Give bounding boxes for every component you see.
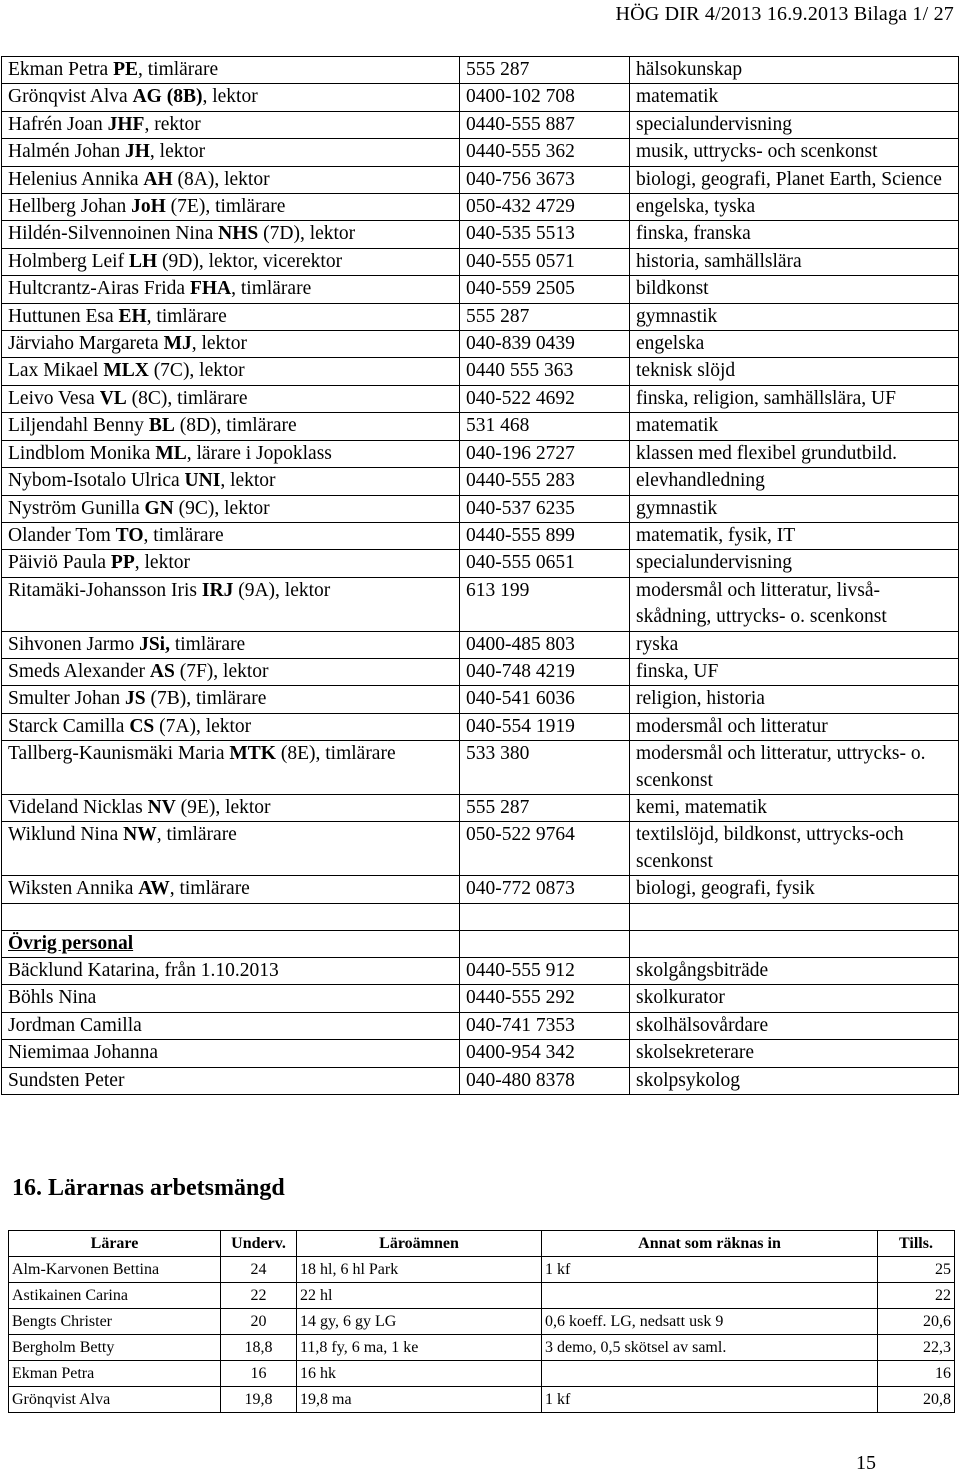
workload-teaching: 19,8 xyxy=(221,1387,297,1413)
staff-phone: 040-535 5513 xyxy=(460,221,630,248)
workload-subjects: 11,8 fy, 6 ma, 1 ke xyxy=(297,1335,542,1361)
staff-name-cell xyxy=(2,139,460,166)
header-teacher: Lärare xyxy=(9,1231,221,1257)
staff-row xyxy=(2,495,959,522)
staff-title: (7E), timlärare xyxy=(165,196,286,218)
workload-teaching: 16 xyxy=(221,1361,297,1387)
staff-phone: 0440 555 363 xyxy=(460,358,630,385)
staff-code: PE xyxy=(113,59,138,80)
empty-cell xyxy=(460,903,630,930)
staff-subject: religion, historia xyxy=(630,686,959,713)
workload-total: 20,6 xyxy=(878,1309,955,1335)
section-title: 16. Lärarnas arbetsmängd xyxy=(12,1175,285,1201)
staff-subject: finska, religion, samhällslära, UF xyxy=(630,385,959,412)
staff-phone: 0440-555 887 xyxy=(460,111,630,138)
staff-subject: musik, uttrycks- och scenkonst xyxy=(630,139,959,166)
empty-cell xyxy=(460,930,630,957)
staff-directory-table xyxy=(1,56,959,1095)
staff-title: (8C), timlärare xyxy=(126,387,248,409)
other-staff-phone: 040-741 7353 xyxy=(460,1012,630,1039)
staff-name-cell xyxy=(2,57,460,84)
staff-phone: 555 287 xyxy=(460,303,630,330)
staff-phone: 040-555 0571 xyxy=(460,248,630,275)
workload-subjects: 22 hl xyxy=(297,1283,542,1309)
staff-title: , lektor xyxy=(134,552,190,574)
staff-title: (7C), lektor xyxy=(148,360,245,382)
workload-teacher: Bengts Christer xyxy=(9,1309,221,1335)
other-staff-role: skolhälsovårdare xyxy=(630,1012,959,1039)
header-total: Tills. xyxy=(878,1231,955,1257)
staff-name-cell xyxy=(2,248,460,275)
staff-title: (8D), timlärare xyxy=(174,415,297,437)
staff-name: Holmberg Leif xyxy=(8,250,129,272)
staff-code: NHS xyxy=(218,223,259,245)
other-staff-phone: 0400-954 342 xyxy=(460,1040,630,1067)
staff-code: AW xyxy=(138,878,170,900)
other-staff-name: Niemimaa Johanna xyxy=(2,1040,460,1067)
staff-row xyxy=(2,522,959,549)
workload-other: 0,6 koeff. LG, nedsatt usk 9 xyxy=(542,1309,878,1335)
staff-name-cell xyxy=(2,166,460,193)
staff-name-cell xyxy=(2,111,460,138)
other-staff-role: skolgångsbiträde xyxy=(630,958,959,985)
staff-subject: matematik xyxy=(630,413,959,440)
staff-name-cell xyxy=(2,440,460,467)
staff-name: Nyström Gunilla xyxy=(8,497,145,519)
staff-code: UNI xyxy=(184,470,221,492)
workload-subjects: 16 hk xyxy=(297,1361,542,1387)
workload-subjects: 14 gy, 6 gy LG xyxy=(297,1309,542,1335)
staff-phone: 040-555 0651 xyxy=(460,550,630,577)
workload-teacher: Grönqvist Alva xyxy=(9,1387,221,1413)
staff-title: , timlärare xyxy=(137,59,219,80)
workload-total: 16 xyxy=(878,1361,955,1387)
staff-row xyxy=(2,577,959,631)
staff-title: , lärare i Jopoklass xyxy=(186,442,332,464)
staff-name: Päiviö Paula xyxy=(8,552,111,574)
staff-title: (9C), lektor xyxy=(173,497,270,519)
workload-table xyxy=(8,1230,955,1413)
staff-row xyxy=(2,276,959,303)
staff-subject: historia, samhällslära xyxy=(630,248,959,275)
empty-cell xyxy=(630,930,959,957)
staff-code: EH xyxy=(118,305,147,327)
staff-phone: 0440-555 362 xyxy=(460,139,630,166)
workload-teacher: Alm-Karvonen Bettina xyxy=(9,1257,221,1283)
staff-phone: 040-756 3673 xyxy=(460,166,630,193)
staff-name-cell xyxy=(2,358,460,385)
staff-name-cell xyxy=(2,741,460,795)
staff-name: Tallberg-Kaunismäki Maria xyxy=(8,743,230,765)
other-staff-phone: 0440-555 912 xyxy=(460,958,630,985)
staff-name: Huttunen Esa xyxy=(8,305,119,327)
staff-row xyxy=(2,550,959,577)
header-other: Annat som räknas in xyxy=(542,1231,878,1257)
staff-phone: 040-839 0439 xyxy=(460,331,630,358)
staff-row xyxy=(2,84,959,111)
staff-phone: 613 199 xyxy=(460,577,630,631)
workload-row xyxy=(9,1361,955,1387)
staff-phone: 040-559 2505 xyxy=(460,276,630,303)
workload-total: 22,3 xyxy=(878,1335,955,1361)
staff-name-cell xyxy=(2,331,460,358)
staff-subject: kemi, matematik xyxy=(630,794,959,821)
staff-name: Ritamäki-Johansson Iris xyxy=(8,579,202,601)
other-staff-name: Böhls Nina xyxy=(2,985,460,1012)
staff-row xyxy=(2,741,959,795)
staff-code: BL xyxy=(148,415,175,437)
workload-teaching: 20 xyxy=(221,1309,297,1335)
staff-subject: modersmål och litteratur xyxy=(630,713,959,740)
staff-name: Liljendahl Benny xyxy=(8,415,149,437)
staff-subject: finska, franska xyxy=(630,221,959,248)
staff-phone: 040-772 0873 xyxy=(460,876,630,903)
staff-title: (7F), lektor xyxy=(174,660,269,682)
staff-title: , lektor xyxy=(149,141,206,163)
staff-code: AS xyxy=(149,660,175,682)
other-staff-role: skolkurator xyxy=(630,985,959,1012)
staff-phone: 040-196 2727 xyxy=(460,440,630,467)
staff-code: VL xyxy=(99,387,127,409)
staff-name: Videland Nicklas xyxy=(8,796,148,818)
staff-name: Smeds Alexander xyxy=(8,660,150,682)
workload-row xyxy=(9,1257,955,1283)
staff-subject: matematik, fysik, IT xyxy=(630,522,959,549)
staff-name-cell xyxy=(2,385,460,412)
staff-subject: biologi, geografi, Planet Earth, Science xyxy=(630,166,959,193)
staff-name: Wiksten Annika xyxy=(8,878,139,900)
staff-code: FHA xyxy=(189,278,232,300)
workload-row xyxy=(9,1335,955,1361)
staff-subject: ryska xyxy=(630,631,959,658)
staff-name-cell xyxy=(2,686,460,713)
staff-name: Grönqvist Alva xyxy=(8,86,133,108)
staff-phone: 040-554 1919 xyxy=(460,713,630,740)
staff-code: JoH xyxy=(131,196,166,218)
staff-row xyxy=(2,686,959,713)
workload-row xyxy=(9,1387,955,1413)
workload-teaching: 18,8 xyxy=(221,1335,297,1361)
other-staff-row xyxy=(2,1040,959,1067)
workload-other xyxy=(542,1283,878,1309)
staff-phone: 533 380 xyxy=(460,741,630,795)
staff-row xyxy=(2,631,959,658)
staff-code: AG (8B) xyxy=(132,86,203,108)
staff-row xyxy=(2,331,959,358)
staff-phone: 0400-485 803 xyxy=(460,631,630,658)
staff-name-cell xyxy=(2,413,460,440)
staff-title: , timlärare xyxy=(146,305,227,327)
staff-name: Sihvonen Jarmo xyxy=(8,633,140,655)
workload-teacher: Astikainen Carina xyxy=(9,1283,221,1309)
staff-name-cell xyxy=(2,468,460,495)
staff-name: Olander Tom xyxy=(8,524,116,546)
staff-code: PP xyxy=(110,552,135,574)
staff-table-body xyxy=(2,57,959,1095)
staff-row xyxy=(2,194,959,221)
staff-phone: 531 468 xyxy=(460,413,630,440)
workload-header-row xyxy=(9,1231,955,1257)
staff-phone: 0440-555 899 xyxy=(460,522,630,549)
staff-subject: engelska xyxy=(630,331,959,358)
staff-name: Smulter Johan xyxy=(8,688,125,710)
staff-subject: elevhandledning xyxy=(630,468,959,495)
staff-code: IRJ xyxy=(201,579,234,601)
staff-phone: 040-541 6036 xyxy=(460,686,630,713)
staff-title: (9E), lektor xyxy=(175,796,271,818)
staff-row xyxy=(2,166,959,193)
staff-row xyxy=(2,822,959,876)
other-staff-role: skolpsykolog xyxy=(630,1067,959,1094)
staff-subject: gymnastik xyxy=(630,303,959,330)
staff-row xyxy=(2,221,959,248)
workload-teacher: Bergholm Betty xyxy=(9,1335,221,1361)
staff-row xyxy=(2,876,959,903)
staff-name-cell xyxy=(2,876,460,903)
workload-other: 3 demo, 0,5 skötsel av saml. xyxy=(542,1335,878,1361)
staff-subject: textilslöjd, bildkonst, uttrycks-och scenkonst xyxy=(630,822,959,876)
staff-name-cell xyxy=(2,822,460,876)
staff-name: Wiklund Nina xyxy=(8,824,124,846)
staff-title: , lektor xyxy=(220,470,276,492)
staff-name-cell xyxy=(2,495,460,522)
staff-name: Hafrén Joan xyxy=(8,113,108,135)
staff-title: timlärare xyxy=(169,633,246,655)
staff-title: , lektor xyxy=(202,86,258,108)
staff-title: (7A), lektor xyxy=(154,715,252,737)
other-staff-name: Bäcklund Katarina, från 1.10.2013 xyxy=(2,958,460,985)
staff-phone: 040-522 4692 xyxy=(460,385,630,412)
staff-name-cell xyxy=(2,631,460,658)
staff-title: (8E), timlärare xyxy=(275,743,396,765)
staff-phone: 050-432 4729 xyxy=(460,194,630,221)
staff-code: MLX xyxy=(103,360,149,382)
staff-subject: finska, UF xyxy=(630,658,959,685)
other-staff-heading-row xyxy=(2,930,959,957)
staff-row xyxy=(2,139,959,166)
staff-code: CS xyxy=(129,715,155,737)
staff-row xyxy=(2,385,959,412)
other-staff-row xyxy=(2,1012,959,1039)
workload-row xyxy=(9,1309,955,1335)
staff-row xyxy=(2,413,959,440)
staff-code: GN xyxy=(144,497,174,519)
staff-name-cell xyxy=(2,577,460,631)
staff-name: Nybom-Isotalo Ulrica xyxy=(8,470,185,492)
staff-name: Starck Camilla xyxy=(8,715,130,737)
staff-name-cell xyxy=(2,303,460,330)
staff-row xyxy=(2,248,959,275)
staff-row xyxy=(2,303,959,330)
staff-subject: gymnastik xyxy=(630,495,959,522)
staff-name-cell xyxy=(2,794,460,821)
empty-cell xyxy=(630,903,959,930)
staff-phone: 555 287 xyxy=(460,57,630,84)
staff-subject: specialundervisning xyxy=(630,550,959,577)
staff-title: , rektor xyxy=(144,113,201,135)
other-staff-row xyxy=(2,985,959,1012)
staff-subject: teknisk slöjd xyxy=(630,358,959,385)
staff-row xyxy=(2,713,959,740)
document-header: HÖG DIR 4/2013 16.9.2013 Bilaga 1/ 27 xyxy=(615,3,954,25)
staff-name-cell xyxy=(2,713,460,740)
header-teaching: Underv. xyxy=(221,1231,297,1257)
staff-row xyxy=(2,468,959,495)
staff-title: , timlärare xyxy=(231,278,312,300)
workload-total: 20,8 xyxy=(878,1387,955,1413)
other-staff-name: Sundsten Peter xyxy=(2,1067,460,1094)
staff-name: Ekman Petra xyxy=(8,59,114,80)
staff-name-cell xyxy=(2,194,460,221)
header-subjects: Läroämnen xyxy=(297,1231,542,1257)
staff-code: TO xyxy=(115,524,144,546)
staff-name: Hildén-Silvennoinen Nina xyxy=(8,223,219,245)
workload-teaching: 22 xyxy=(221,1283,297,1309)
staff-row xyxy=(2,440,959,467)
staff-name-cell xyxy=(2,658,460,685)
staff-title: , timlärare xyxy=(143,524,224,546)
staff-name: Hellberg Johan xyxy=(8,196,132,218)
staff-name: Leivo Vesa xyxy=(8,387,100,409)
workload-total: 22 xyxy=(878,1283,955,1309)
staff-code: JHF xyxy=(107,113,145,135)
staff-code: JSi, xyxy=(139,633,170,655)
staff-row xyxy=(2,358,959,385)
staff-name: Hultcrantz-Airas Frida xyxy=(8,278,190,300)
staff-name: Helenius Annika xyxy=(8,168,144,190)
staff-code: ML xyxy=(155,442,187,464)
staff-subject: specialundervisning xyxy=(630,111,959,138)
staff-title: , lektor xyxy=(191,333,247,355)
staff-code: AH xyxy=(143,168,173,190)
staff-phone: 040-537 6235 xyxy=(460,495,630,522)
staff-phone: 0400-102 708 xyxy=(460,84,630,111)
staff-row xyxy=(2,658,959,685)
other-staff-name: Jordman Camilla xyxy=(2,1012,460,1039)
staff-name: Lindblom Monika xyxy=(8,442,156,464)
workload-subjects: 19,8 ma xyxy=(297,1387,542,1413)
staff-code: JH xyxy=(124,141,150,163)
staff-title: (7D), lektor xyxy=(258,223,356,245)
staff-row xyxy=(2,57,959,84)
other-staff-phone: 0440-555 292 xyxy=(460,985,630,1012)
staff-subject: hälsokunskap xyxy=(630,57,959,84)
staff-code: MJ xyxy=(163,333,192,355)
staff-name-cell xyxy=(2,221,460,248)
staff-code: LH xyxy=(128,250,158,272)
staff-subject: biologi, geografi, fysik xyxy=(630,876,959,903)
empty-cell xyxy=(2,903,460,930)
workload-other: 1 kf xyxy=(542,1257,878,1283)
staff-phone: 0440-555 283 xyxy=(460,468,630,495)
staff-row xyxy=(2,111,959,138)
staff-subject: bildkonst xyxy=(630,276,959,303)
staff-code: NW xyxy=(123,824,157,846)
staff-name-cell xyxy=(2,522,460,549)
staff-row xyxy=(2,794,959,821)
other-staff-phone: 040-480 8378 xyxy=(460,1067,630,1094)
staff-code: MTK xyxy=(229,743,276,765)
staff-title: (8A), lektor xyxy=(172,168,270,190)
page-number: 15 xyxy=(856,1452,876,1474)
workload-total: 25 xyxy=(878,1257,955,1283)
staff-name-cell xyxy=(2,84,460,111)
staff-name-cell xyxy=(2,276,460,303)
other-staff-role: skolsekreterare xyxy=(630,1040,959,1067)
workload-teaching: 24 xyxy=(221,1257,297,1283)
workload-subjects: 18 hl, 6 hl Park xyxy=(297,1257,542,1283)
staff-name-cell xyxy=(2,550,460,577)
workload-row xyxy=(9,1283,955,1309)
workload-table-body xyxy=(9,1257,955,1413)
staff-phone: 040-748 4219 xyxy=(460,658,630,685)
staff-code: NV xyxy=(147,796,176,818)
staff-subject: matematik xyxy=(630,84,959,111)
workload-other: 1 kf xyxy=(542,1387,878,1413)
workload-other xyxy=(542,1361,878,1387)
staff-title: (7B), timlärare xyxy=(145,688,267,710)
staff-title: (9A), lektor xyxy=(233,579,331,601)
staff-subject: modersmål och litteratur, uttrycks- o. scenkonst xyxy=(630,741,959,795)
workload-teacher: Ekman Petra xyxy=(9,1361,221,1387)
staff-title: , timlärare xyxy=(169,878,250,900)
other-staff-row xyxy=(2,958,959,985)
staff-title: (9D), lektor, vicerektor xyxy=(157,250,343,272)
other-staff-row xyxy=(2,1067,959,1094)
staff-phone: 555 287 xyxy=(460,794,630,821)
staff-phone: 050-522 9764 xyxy=(460,822,630,876)
staff-subject: engelska, tyska xyxy=(630,194,959,221)
staff-title: , timlärare xyxy=(156,824,237,846)
staff-subject: klassen med flexibel grundutbild. xyxy=(630,440,959,467)
staff-name: Järviaho Margareta xyxy=(8,333,164,355)
other-staff-heading: Övrig personal xyxy=(2,930,460,957)
spacer-row xyxy=(2,903,959,930)
staff-subject: modersmål och litteratur, livså-skådning, uttrycks- o. scenkonst xyxy=(630,577,959,631)
staff-name: Halmén Johan xyxy=(8,141,125,163)
staff-code: JS xyxy=(125,688,146,710)
staff-name: Lax Mikael xyxy=(8,360,104,382)
